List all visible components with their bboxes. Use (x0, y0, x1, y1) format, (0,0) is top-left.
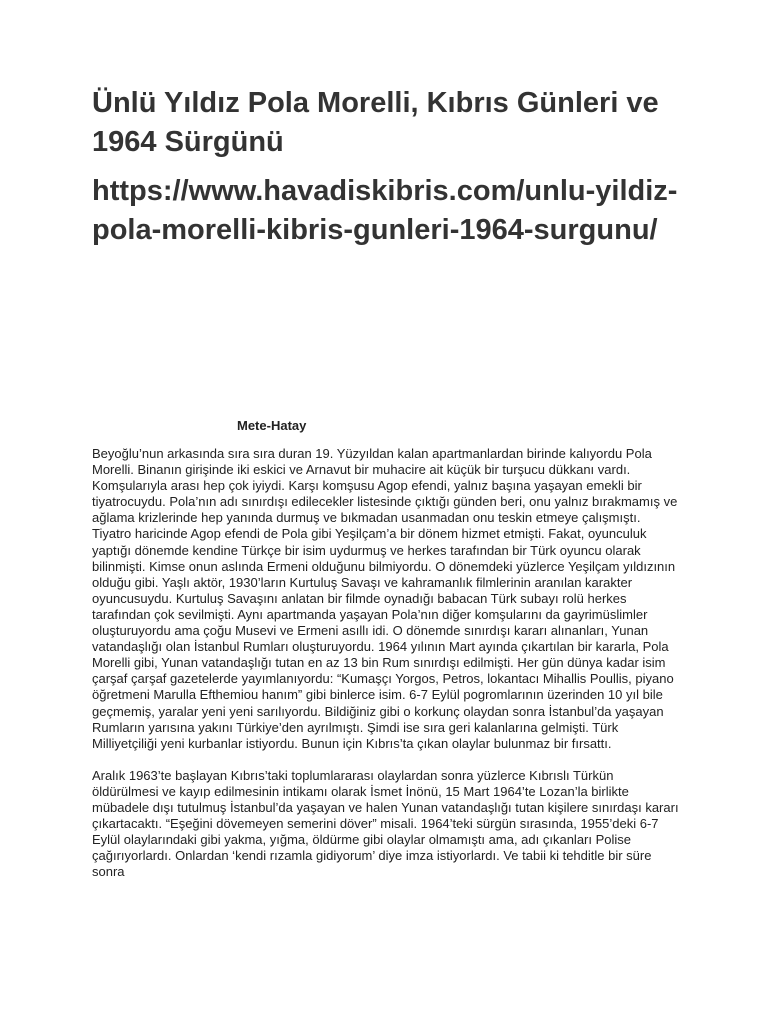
document-page (92, 84, 682, 880)
article-paragraph: Beyoğlu’nun arkasında sıra sıra duran 19. Yüzyıldan kalan apartmanlardan birinde kalıyordu Pola Morelli. Binanın girişinde iki eskici ve Arnavut bir muhacire ait küçük bir turşucu dükkanı vardı. Komşularıyla arası hep çok iyiydi. Karşı komşusu Agop efendi, yalnız başına yaşayan emekli bir tiyatrocuydu. Pola’nın adı sınırdışı edilecekler listesinde çıktığı günden beri, onu yalnız bırakmamış ve ağlama krizlerinde hep yanında durmuş ve bıkmadan usanmadan onu teskin etmeye çalışmıştı. Tiyatro haricinde Agop efendi de Pola gibi Yeşilçam’a bir dönem hizmet etmişti. Fakat, oyunculuk yaptığı dönemde kendine Türkçe bir isim uydurmuş ve herkes tarafından bir Türk oyuncu olarak bilinmişti. Kimse onun aslında Ermeni olduğunu bilmiyordu. O dönemdeki yüzlerce Yeşilçam yıldızının olduğu gibi. Yaşlı aktör, 1930’ların Kurtuluş Savaşı ve kahramanlık filmlerinin aranılan karakter oyuncusuydu. Kurtuluş Savaşını anlatan bir filmde oynadığı babacan Türk subayı rolü herkes tarafından çok sevilmişti. Aynı apartmanda yaşayan Pola’nın diğer komşularını da gayrimüslimler oluşturuyordu ama çoğu Musevi ve Ermeni asıllı idi. O dönemde sınırdışı kararı alınanları, Yunan vatandaşlığı olan İstanbul Rumları oluşturuyordu. 1964 yılının Mart ayında çıkartılan bir kararla, Pola Morelli gibi, Yunan vatandaşlığı tutan en az 13 bin Rum sınırdışı edilmişti. Her gün dünya kadar isim çarşaf çarşaf gazetelerde yayımlanıyordu: “Kumaşçı Yorgos, Petros, lokantacı Mihallis Poullis, piyano öğretmeni Marulla Efthemiou hanım” gibi binlerce isim. 6-7 Eylül pogromlarının üzerinden 10 yıl bile geçmemiş, yaralar yeni yeni sarılıyordu. Bildiğiniz gibi o korkunç olaydan sonra İstanbul’da yaşayan Rumların yarısına yakını Türkiye’den ayrılmıştı. Şimdi ise sıra geri kalanlarına gelmişti. Türk Milliyetçiliği yeni kurbanlar istiyordu. Bunun için Kıbrıs’ta çıkan olaylar bulunmaz bir fırsattı. (92, 446, 678, 751)
article-url: https://www.havadiskibris.com/unlu-yildiz-pola-morelli-kibris-gunleri-1964-surgunu/ (92, 175, 678, 246)
article-title: Ünlü Yıldız Pola Morelli, Kıbrıs Günleri ve 1964 Sürgünü (92, 87, 659, 158)
article-author: Mete-Hatay (237, 418, 307, 433)
article-body (92, 446, 682, 896)
article-paragraph: Aralık 1963’te başlayan Kıbrıs’taki toplumlararası olaylardan sonra yüzlerce Kıbrıslı Türkün öldürülmesi ve kayıp edilmesinin intikamı olarak İsmet İnönü, 15 Mart 1964’te Lozan’la birlikte mübadele dışı tutulmuş İstanbul’da yaşayan ve halen Yunan vatandaşlığı tutan kişilere sınırdaşı kararı çıkartacaktı. “Eşeğini dövemeyen semerini döver” misali. 1964’teki sürgün sırasında, 1955’deki 6-7 Eylül olaylarındaki gibi yakma, yığma, öldürme gibi olaylar olmamıştı ama, adı çıkanları Polise çağırıyorlardı. Onlardan ‘kendi rızamla gidiyorum’ diye imza istiyorlardı. Ve tabii ki tehditle bir süre sonra (92, 767, 679, 880)
